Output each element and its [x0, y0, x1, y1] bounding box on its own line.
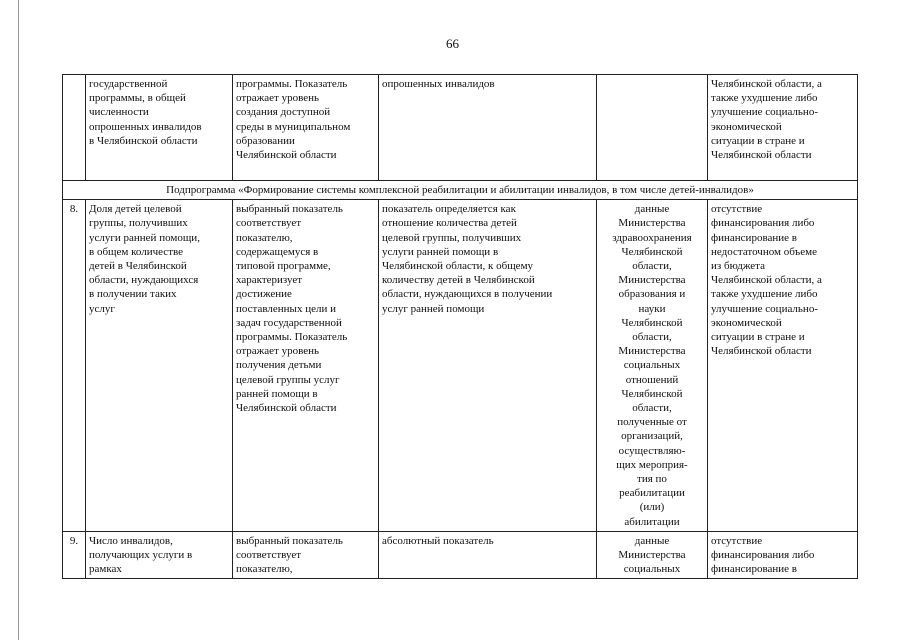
cell-indicator-name: Доля детей целевой группы, получивших услуги ранней помощи, в общем количестве детей в Челябинской области, нуждающихся в получении таких услуг: [86, 200, 233, 532]
table-row-8: [63, 200, 858, 532]
cell-number: 9.: [63, 531, 86, 579]
cell-risks: отсутствие финансирования либо финансирование в: [708, 531, 858, 579]
cell-number: 8.: [63, 200, 86, 532]
table-row-continued: [63, 75, 858, 181]
cell-method: показатель определяется как отношение количества детей целевой группы, получивших услуги ранней помощи в Челябинской области, к общему количеству детей в Челябинской области, нуждающихся в получении услуг ранней помощи: [379, 200, 597, 532]
cell-justification: выбранный показатель соответствует показателю, содержащемуся в типовой программе, характеризует достижение поставленных цели и задач государственной программы. Показатель отражает уровень получения детьми целевой группы услуг ранней помощи в Челябинской области: [233, 200, 379, 532]
cell-method: опрошенных инвалидов: [379, 75, 597, 181]
subprogram-title: Подпрограмма «Формирование системы комплексной реабилитации и абилитации инвалидов, в том числе детей-инвалидов»: [63, 181, 858, 200]
cell-method: абсолютный показатель: [379, 531, 597, 579]
cell-risks: отсутствие финансирования либо финансирование в недостаточном объеме из бюджета Челябинской области, а также ухудшение либо улучшение социально- экономической ситуации в стране и Челябинской области: [708, 200, 858, 532]
indicators-table: [62, 74, 858, 579]
page-margin-line: [18, 0, 19, 640]
page-number: 66: [446, 36, 459, 51]
cell-indicator-name: государственной программы, в общей численности опрошенных инвалидов в Челябинской области: [86, 75, 233, 181]
subprogram-heading-row: [63, 181, 858, 200]
table-row-9: [63, 531, 858, 579]
cell-source: [597, 75, 708, 181]
cell-number: [63, 75, 86, 181]
cell-justification: программы. Показатель отражает уровень создания доступной среды в муниципальном образовании Челябинской области: [233, 75, 379, 181]
cell-risks: Челябинской области, а также ухудшение либо улучшение социально- экономической ситуации в стране и Челябинской области: [708, 75, 858, 181]
cell-source: данные Министерства социальных: [597, 531, 708, 579]
cell-source: данные Министерства здравоохранения Челябинской области, Министерства образования и науки Челябинской области, Министерства социальных отношений Челябинской области, полученные от организаций, осуществляю- щих мероприя- тия по реабилитации (или) абилитации: [597, 200, 708, 532]
cell-justification: выбранный показатель соответствует показателю,: [233, 531, 379, 579]
cell-indicator-name: Число инвалидов, получающих услуги в рамках: [86, 531, 233, 579]
